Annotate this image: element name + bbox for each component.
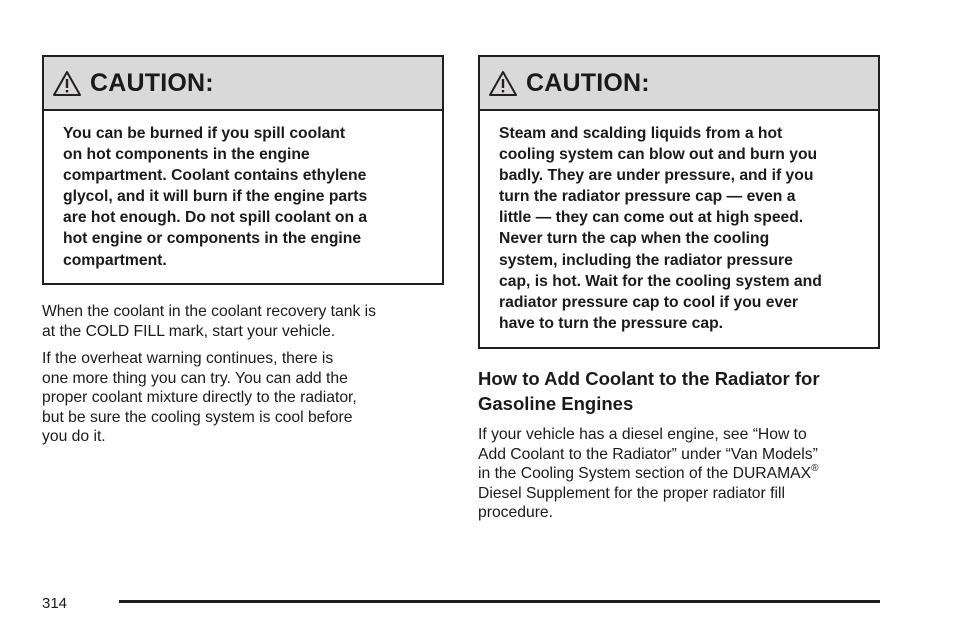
paragraph-overheat bbox=[42, 349, 357, 447]
caution-line: Steam and scalding liquids from a hot bbox=[499, 125, 783, 142]
caution-line: system, including the radiator pressure bbox=[499, 251, 793, 269]
warning-triangle-icon bbox=[52, 70, 82, 97]
caution-line: little — they can come out at high speed. bbox=[499, 209, 804, 227]
text-line: at the COLD FILL mark, start your vehicle. bbox=[42, 322, 336, 340]
caution-line: compartment. bbox=[63, 251, 167, 269]
text-line: If the overheat warning continues, there is bbox=[42, 350, 334, 367]
caution-title: CAUTION: bbox=[526, 68, 650, 97]
text-line: If your vehicle has a diesel engine, see “How to bbox=[478, 426, 807, 443]
caution-header bbox=[480, 57, 878, 111]
text-line: Diesel Supplement for the proper radiator fill bbox=[478, 484, 785, 502]
caution-header bbox=[44, 57, 442, 111]
text-line: Add Coolant to the Radiator” under “Van Models” bbox=[478, 445, 818, 463]
text-line: one more thing you can try. You can add the bbox=[42, 369, 348, 387]
caution-line: glycol, and it will burn if the engine parts bbox=[63, 188, 368, 206]
caution-text bbox=[480, 111, 878, 346]
caution-line: hot engine or components in the engine bbox=[63, 230, 362, 248]
text-line: you do it. bbox=[42, 428, 106, 446]
caution-box-left bbox=[42, 55, 444, 285]
paragraph-diesel bbox=[478, 425, 818, 523]
registered-mark: ® bbox=[811, 462, 819, 474]
text-fragment: in the Cooling System section of the DURAMAX bbox=[478, 465, 812, 483]
text-line: procedure. bbox=[478, 504, 553, 522]
text-line: When the coolant in the coolant recovery tank is bbox=[42, 303, 376, 320]
caution-line: cooling system can blow out and burn you bbox=[499, 146, 818, 164]
caution-box-right bbox=[478, 55, 880, 349]
warning-triangle-icon bbox=[488, 70, 518, 97]
text-line bbox=[478, 464, 818, 484]
caution-line: on hot components in the engine bbox=[63, 146, 310, 164]
caution-line: cap, is hot. Wait for the cooling system and bbox=[499, 272, 822, 290]
caution-line: have to turn the pressure cap. bbox=[499, 314, 724, 332]
caution-line: Never turn the cap when the cooling bbox=[499, 230, 770, 248]
page-number: 314 bbox=[42, 595, 68, 612]
caution-line: compartment. Coolant contains ethylene bbox=[63, 167, 367, 185]
heading-line: How to Add Coolant to the Radiator for bbox=[478, 368, 820, 389]
caution-line: turn the radiator pressure cap — even a bbox=[499, 188, 796, 206]
text-line: proper coolant mixture directly to the radiator, bbox=[42, 389, 357, 407]
caution-line: radiator pressure cap to cool if you ever bbox=[499, 293, 799, 311]
caution-title: CAUTION: bbox=[90, 68, 214, 97]
caution-line: are hot enough. Do not spill coolant on a bbox=[63, 209, 368, 227]
footer-rule bbox=[119, 600, 880, 603]
caution-text bbox=[44, 111, 442, 283]
heading-line: Gasoline Engines bbox=[478, 393, 634, 414]
text-line: but be sure the cooling system is cool before bbox=[42, 408, 353, 426]
paragraph-cold-fill bbox=[42, 302, 376, 341]
caution-line: badly. They are under pressure, and if you bbox=[499, 167, 814, 185]
section-heading bbox=[478, 366, 820, 416]
caution-line: You can be burned if you spill coolant bbox=[63, 125, 346, 142]
